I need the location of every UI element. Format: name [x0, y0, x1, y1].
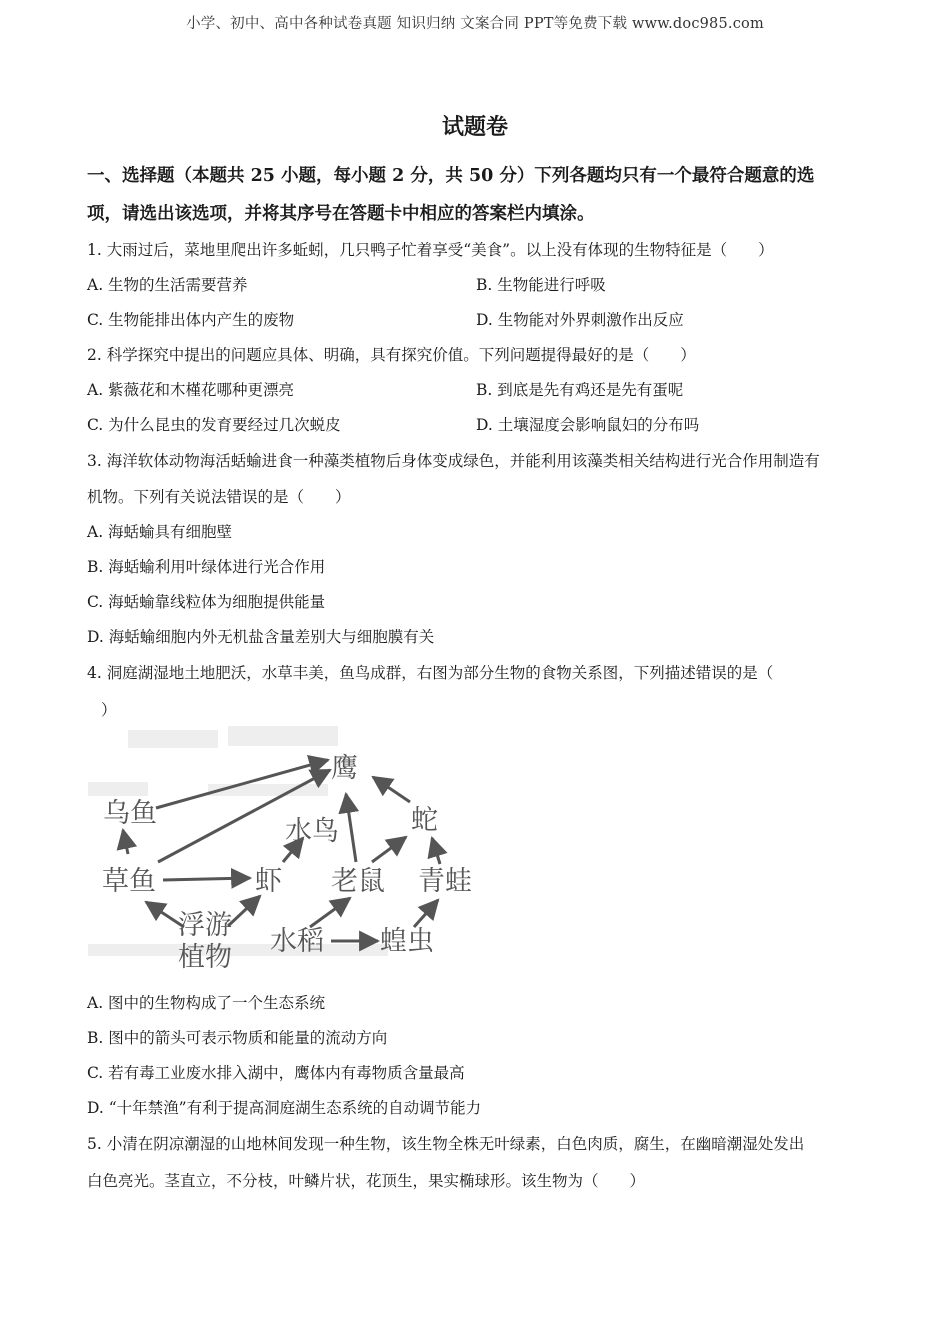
q1-option-a: A. 生物的生活需要营养	[87, 276, 248, 294]
label-plankton-line-1: 浮游	[178, 910, 232, 941]
section-line-2: 项，请选出该选项，并将其序号在答题卡中相应的答案栏内填涂。	[87, 204, 595, 224]
arrow-rice-mouse	[310, 898, 350, 927]
q4-option-b: B. 图中的箭头可表示物质和能量的流动方向	[87, 1029, 388, 1047]
q3-option-d: D. 海蛞蝓细胞内外无机盐含量差别大与细胞膜有关	[87, 628, 435, 646]
arrow-frog-snake	[432, 838, 440, 864]
q1-option-d: D. 生物能对外界刺激作出反应	[476, 311, 684, 329]
label-frog: 青蛙	[418, 866, 472, 897]
arrow-locust-frog	[414, 900, 438, 927]
q4-stem-line-1: 4. 洞庭湖湿地土地肥沃，水草丰美，鱼鸟成群，右图为部分生物的食物关系图，下列描述错误的是（	[87, 664, 774, 682]
q4-stem-line-2: ）	[101, 701, 117, 719]
section-instructions	[87, 157, 867, 233]
label-rice: 水稻	[270, 926, 324, 957]
arrow-snake-eagle	[373, 777, 410, 802]
label-mouse: 老鼠	[331, 866, 385, 897]
arrow-mouse-eagle	[346, 794, 356, 862]
arrow-mouse-snake	[372, 837, 406, 862]
arrow-grasscarp-shrimp	[163, 878, 250, 880]
q4-option-a: A. 图中的生物构成了一个生态系统	[87, 994, 326, 1012]
section-line-1: 一、选择题（本题共 25 小题，每小题 2 分，共 50 分）下列各题均只有一个最符合题意的选	[87, 166, 815, 186]
label-grasscarp: 草鱼	[102, 866, 156, 897]
q5-stem-line-1: 5. 小清在阴凉潮湿的山地林间发现一种生物，该生物全株无叶绿素，白色肉质，腐生，在幽暗潮湿处发出	[87, 1135, 805, 1153]
q5-stem-line-2: 白色亮光。茎直立，不分枝，叶鳞片状，花顶生，果实椭球形。该生物为（ ）	[87, 1172, 646, 1190]
q1-option-b: B. 生物能进行呼吸	[476, 276, 606, 294]
q3-stem-line-2: 机物。下列有关说法错误的是（ ）	[87, 488, 351, 506]
q3-option-a: A. 海蛞蝓具有细胞壁	[87, 523, 233, 541]
q3-stem-line-1: 3. 海洋软体动物海活蛞蝓进食一种藻类植物后身体变成绿色，并能利用该藻类相关结构进行光合作用制造有	[87, 452, 820, 470]
q2-option-c: C. 为什么昆虫的发育要经过几次蜕皮	[87, 416, 341, 434]
q3-option-b: B. 海蛞蝓利用叶绿体进行光合作用	[87, 558, 326, 576]
label-eagle: 鹰	[331, 753, 358, 784]
food-web-diagram	[88, 722, 488, 974]
q2-option-b: B. 到底是先有鸡还是先有蛋呢	[476, 381, 684, 399]
q4-option-c: C. 若有毒工业废水排入湖中，鹰体内有毒物质含量最高	[87, 1064, 465, 1082]
arrow-grasscarp-blackfish	[123, 830, 128, 854]
label-plankton-line-2: 植物	[178, 942, 232, 973]
q2-option-d: D. 土壤湿度会影响鼠妇的分布吗	[476, 416, 700, 434]
page-header: 小学、初中、高中各种试卷真题 知识归纳 文案合同 PPT等免费下载 www.doc985.com	[186, 16, 764, 32]
label-blackfish: 乌鱼	[103, 798, 157, 829]
q4-option-d: D. “十年禁渔”有利于提高洞庭湖生态系统的自动调节能力	[87, 1099, 482, 1117]
label-waterbird: 水鸟	[285, 816, 339, 847]
q1-stem: 1. 大雨过后，菜地里爬出许多蚯蚓，几只鸭子忙着享受“美食”。以上没有体现的生物特征是（ ）	[87, 241, 774, 259]
label-snake: 蛇	[411, 805, 438, 836]
q2-option-a: A. 紫薇花和木槿花哪种更漂亮	[87, 381, 295, 399]
label-shrimp: 虾	[255, 866, 282, 897]
q3-option-c: C. 海蛞蝓靠线粒体为细胞提供能量	[87, 593, 326, 611]
arrow-plankton-shrimp	[228, 896, 260, 926]
q1-option-c: C. 生物能排出体内产生的废物	[87, 311, 295, 329]
q2-stem: 2. 科学探究中提出的问题应具体、明确，具有探究价值。下列问题提得最好的是（ ）	[87, 346, 696, 364]
page-title: 试题卷	[441, 114, 508, 140]
label-locust: 蝗虫	[380, 926, 434, 957]
